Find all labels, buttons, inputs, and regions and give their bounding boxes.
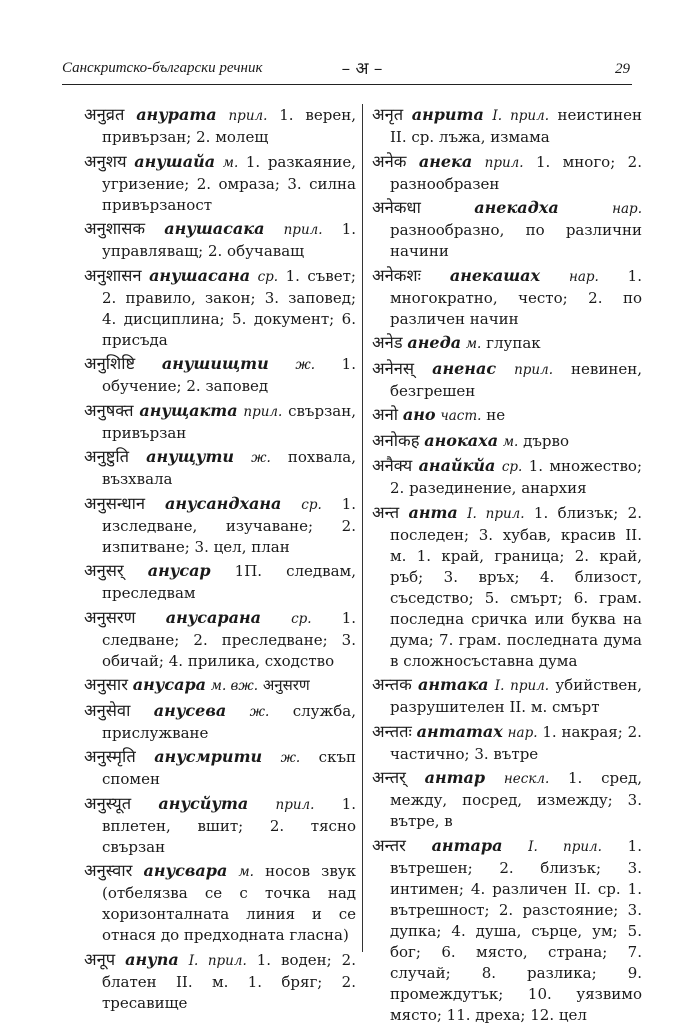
grammar-label: ж. (249, 703, 270, 720)
headword-devanagari: अनूप (84, 949, 116, 969)
dictionary-entry (372, 404, 642, 427)
grammar-label: ср. (291, 610, 312, 627)
definition: невинен, безгрешен (390, 359, 642, 400)
grammar-label: I. прил. (467, 505, 525, 522)
headword-transliteration: анушайа (134, 151, 216, 171)
dictionary-entry (84, 265, 356, 351)
column-divider (362, 104, 363, 952)
grammar-label: ср. (501, 459, 523, 475)
headword-transliteration: анущути (146, 447, 235, 466)
definition: 1. управляващ; 2. обучаващ (102, 220, 356, 260)
headword-transliteration: антака (418, 675, 489, 694)
headword-devanagari: अन्ततः (372, 721, 412, 741)
headword-devanagari: अनुषक्त (84, 400, 134, 420)
grammar-label: I. прил. (492, 108, 549, 124)
definition: 1. много; 2. разнообразен (390, 152, 642, 193)
headword-devanagari: अनैक्य (372, 456, 413, 475)
section-letter: – अ – (341, 59, 383, 79)
headword-transliteration: анусвара (143, 861, 228, 880)
definition: глупак (486, 334, 541, 352)
definition: 1. воден; 2. блатен II. м. 1. бряг; 2. тресавище (102, 950, 356, 1012)
grammar-label: м. (238, 864, 254, 880)
dictionary-entry (84, 218, 356, 262)
grammar-label: м. (502, 433, 519, 450)
definition: 1. изследване, изучаване; 2. изпитване; 3. цел, план (102, 494, 356, 556)
headword-transliteration: аненас (432, 358, 497, 378)
grammar-label: I. прил. (188, 952, 247, 969)
grammar-label: ж. (295, 357, 315, 373)
right-column (372, 104, 642, 1028)
running-title: Санскритско-български речник (62, 60, 263, 76)
dictionary-entry (84, 400, 356, 444)
headword-transliteration: ано (402, 405, 436, 424)
headword-devanagari: अनेड (372, 333, 403, 352)
grammar-label: прил. (228, 108, 268, 124)
definition: свързан, привързан (102, 401, 356, 442)
definition: 1. накрая; 2. частично; 3. вътре (390, 722, 642, 763)
dictionary-entry (372, 502, 642, 672)
headword-transliteration: анушищти (161, 354, 269, 373)
headword-transliteration: анусева (153, 700, 227, 720)
dictionary-entry (372, 332, 642, 355)
dictionary-entry (372, 151, 642, 195)
grammar-label: прил. (275, 796, 315, 813)
headword-devanagari: अनुशासक (84, 219, 146, 238)
definition: अनुसरण (262, 676, 310, 694)
grammar-label: нар. (568, 268, 599, 285)
definition: скъп спомен (102, 748, 356, 788)
headword-transliteration: анека (418, 151, 473, 171)
headword-devanagari: अन्त (372, 502, 400, 522)
headword-devanagari: अनुसेवा (84, 700, 131, 720)
headword-transliteration: анупа (125, 949, 179, 969)
headword-devanagari: अनुसर् (84, 561, 124, 580)
headword-devanagari: अनुष्टुति (84, 447, 130, 466)
headword-devanagari: अनुशय (84, 151, 127, 171)
definition: 1. сред, между, посред, измежду; 3. вътре, в (390, 769, 642, 830)
headword-devanagari: अनुसन्धान (84, 493, 146, 513)
dictionary-entry (372, 430, 642, 453)
definition: 1. многократно, често; 2. по различен начин (390, 266, 642, 328)
definition: 1П. следвам, преследвам (102, 562, 356, 602)
definition: разнообразно, по различни начини (390, 221, 642, 260)
dictionary-entry (84, 104, 356, 148)
definition: убийствен, разрушителен II. м. смърт (390, 676, 642, 716)
dictionary-entry (84, 151, 356, 216)
definition: не (486, 406, 506, 424)
dictionary-entry (372, 674, 642, 718)
dictionary-entry (84, 353, 356, 397)
headword-transliteration: анеда (407, 333, 462, 352)
dictionary-entry (372, 835, 642, 1026)
definition: 1. съвет; 2. правило, закон; 3. заповед; 4. дисциплина; 5. документ; 6. присъда (102, 266, 356, 349)
headword-transliteration: анрита (411, 105, 484, 124)
headword-devanagari: अन्तक (372, 675, 412, 694)
dictionary-entry (372, 358, 642, 402)
grammar-label: м. (465, 336, 482, 352)
definition: неистинен II. ср. лъжа, измама (390, 106, 642, 146)
headword-transliteration: антар (424, 768, 486, 787)
headword-devanagari: अन्तर् (372, 768, 406, 787)
page-number: 29 (615, 61, 630, 77)
grammar-label: м. вж. (210, 678, 259, 694)
headword-devanagari: अनोकह (372, 430, 420, 450)
grammar-label: нар. (612, 201, 642, 217)
definition: 1. следване; 2. преследване; 3. обичай; 4. прилика, сходство (102, 608, 356, 670)
grammar-label: част. (440, 408, 482, 424)
dictionary-entry (84, 746, 356, 790)
definition: служба, прислужване (102, 701, 356, 742)
left-column (84, 104, 356, 1016)
definition: 1. верен, привързан; 2. молещ (102, 106, 356, 146)
dictionary-entry (372, 721, 642, 765)
dictionary-entry (372, 104, 642, 148)
definition: 1. разкаяние, угризение; 2. омраза; 3. силна привързаност (102, 152, 356, 214)
definition: носов звук (отбелязва се с точка над хоризонталната линия и се отнася до предходната гласна) (102, 862, 356, 944)
dictionary-entry (372, 197, 642, 262)
headword-transliteration: анушасака (164, 219, 265, 238)
headword-transliteration: анусар (147, 561, 211, 580)
headword-transliteration: анусмрити (154, 747, 263, 766)
definition: похвала, възхвала (102, 448, 356, 488)
headword-devanagari: अनुस्मृति (84, 747, 136, 766)
dictionary-entry (84, 493, 356, 558)
headword-transliteration: анокаха (424, 430, 499, 450)
headword-devanagari: अन्तर (372, 835, 406, 855)
dictionary-entry (84, 607, 356, 672)
headword-devanagari: अनुशासन (84, 265, 142, 285)
definition: 1. близък; 2. последен; 3. хубав, красив II. м. 1. край, граница; 2. край, ръб; 3. връх; 4. близост, съседство; 5. смърт; 6. грам. последна сричка или буква на дума; 7. грам. последната дума в сложносъставна дума (390, 503, 642, 670)
dictionary-entry (372, 767, 642, 832)
headword-transliteration: анусарана (165, 607, 261, 627)
headword-transliteration: анушасана (149, 265, 251, 285)
grammar-label: нар. (507, 724, 538, 741)
definition: 1. вътрешен; 2. близък; 3. интимен; 4. различен II. ср. 1. вътрешност; 2. разстояние; 3. дупка; 4. душа, сърце, ум; 5. бог; 6. място, страна; 7. случай; 8. разлика; 9. промеждутък; 10. уязвимо място; 11. дреха; 12. цел (390, 836, 642, 1024)
headword-transliteration: антара (431, 835, 503, 855)
headword-devanagari: अनुस्वार (84, 861, 133, 880)
headword-transliteration: анурата (136, 105, 217, 124)
dictionary-entry (372, 265, 642, 330)
grammar-label: ж. (251, 450, 271, 466)
dictionary-entry (84, 674, 356, 697)
headword-devanagari: अनेनस् (372, 358, 415, 378)
grammar-label: прил. (514, 361, 554, 378)
definition: 1. вплетен, вшит; 2. тясно свързан (102, 794, 356, 856)
definition: 1. множество; 2. разединение, анархия (390, 457, 642, 497)
dictionary-entry (372, 455, 642, 499)
headword-devanagari: अनेकधा (372, 198, 421, 217)
headword-devanagari: अनुसार (84, 675, 128, 694)
headword-devanagari: अनुशिष्टि (84, 354, 136, 373)
grammar-label: ср. (301, 496, 322, 513)
headword-transliteration: анусйута (158, 793, 249, 813)
grammar-label: м. (222, 154, 239, 171)
headword-devanagari: अनृत (372, 105, 404, 124)
headword-transliteration: анущакта (139, 400, 238, 420)
grammar-label: прил. (243, 403, 283, 420)
grammar-label: прил. (283, 222, 323, 238)
dictionary-entry (84, 560, 356, 604)
dictionary-entry (84, 949, 356, 1014)
headword-transliteration: анекадха (474, 198, 559, 217)
headword-devanagari: अनेकशः (372, 265, 421, 285)
headword-transliteration: анайкйа (418, 456, 496, 475)
headword-devanagari: अनेक (372, 151, 407, 171)
headword-transliteration: анекашах (449, 265, 541, 285)
dictionary-entry (84, 860, 356, 946)
page-header (62, 56, 632, 85)
definition: 1. обучение; 2. заповед (102, 355, 356, 395)
headword-devanagari: अनुव्रत (84, 105, 125, 124)
definition: дърво (523, 431, 569, 450)
headword-transliteration: анта (408, 502, 458, 522)
dictionary-entry (84, 793, 356, 858)
headword-transliteration: анусара (132, 675, 206, 694)
grammar-label: прил. (484, 154, 524, 171)
headword-transliteration: анусандхана (164, 493, 282, 513)
grammar-label: ср. (257, 268, 279, 285)
dictionary-entry (84, 446, 356, 490)
headword-transliteration: антатах (416, 721, 503, 741)
headword-devanagari: अनुसरण (84, 607, 136, 627)
grammar-label: ж. (280, 750, 301, 766)
grammar-label: I. прил. (494, 678, 550, 694)
headword-devanagari: अनुस्यूत (84, 793, 132, 813)
grammar-label: нескл. (503, 771, 550, 787)
dictionary-entry (84, 700, 356, 744)
grammar-label: I. прил. (528, 838, 602, 855)
headword-devanagari: अनो (372, 405, 399, 424)
